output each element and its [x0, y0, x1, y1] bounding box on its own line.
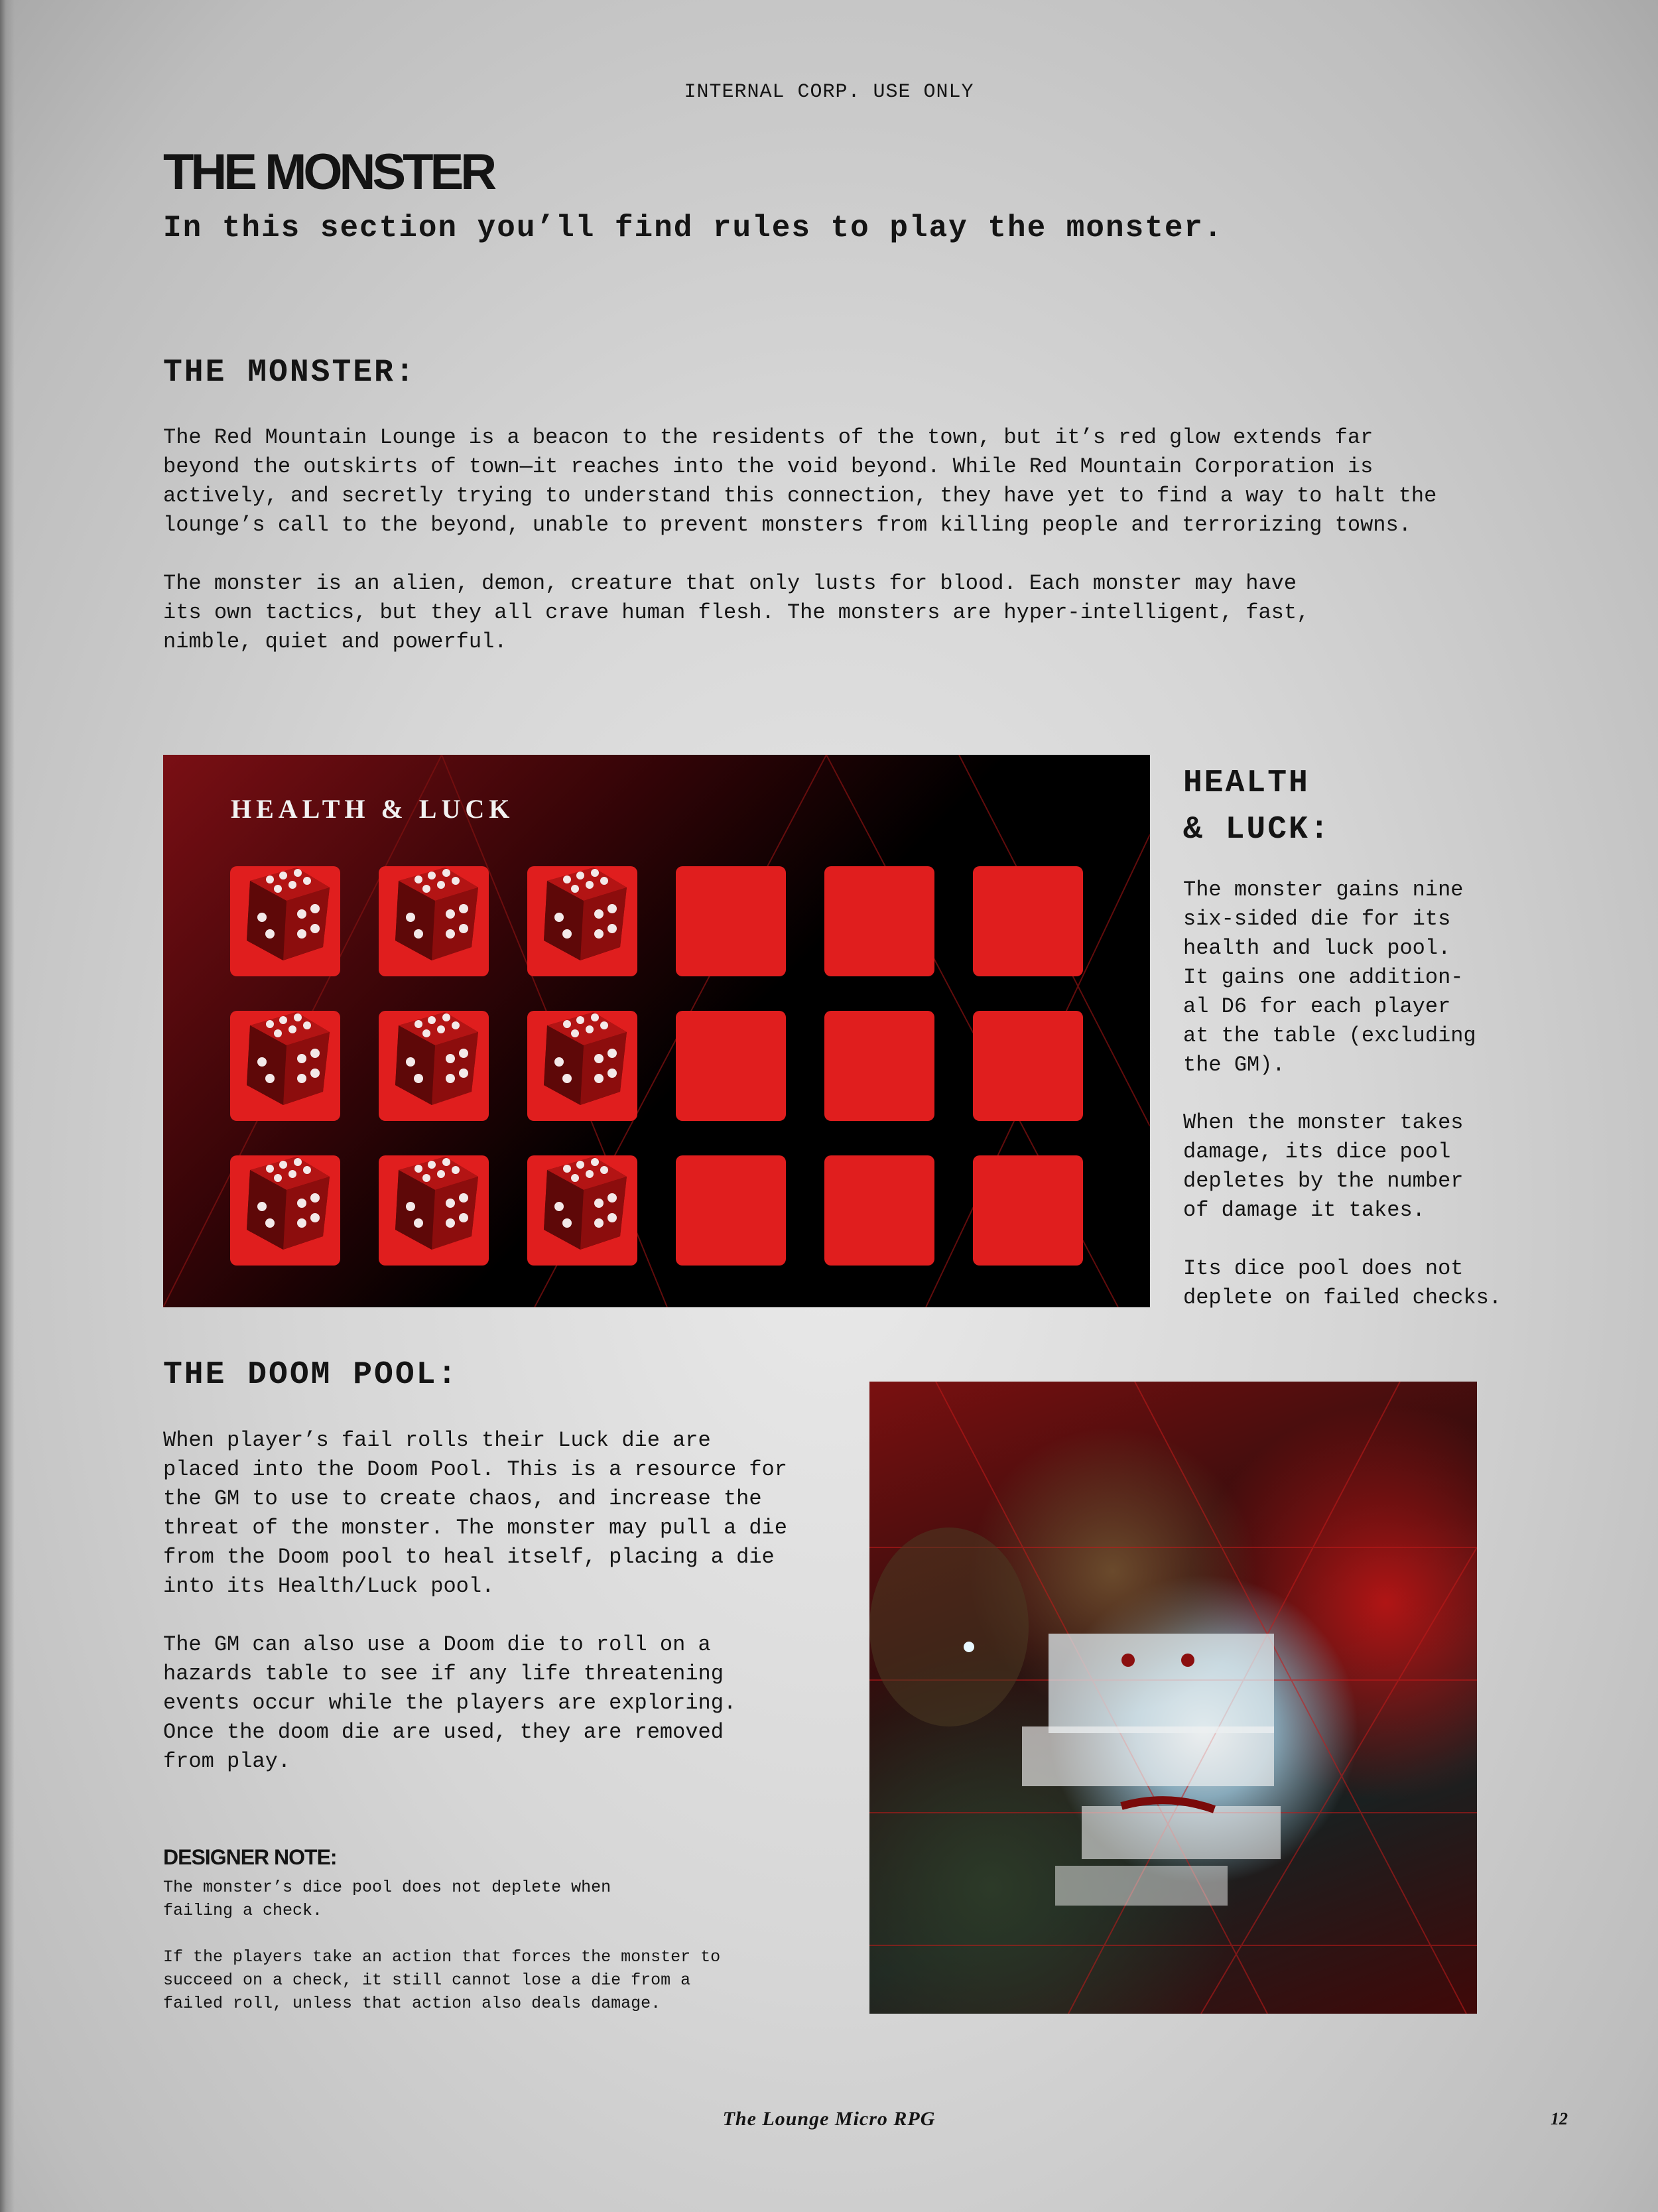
die-slot-filled: [527, 1155, 637, 1266]
monster-heading: THE MONSTER:: [163, 355, 416, 391]
monster-paragraph-1: The Red Mountain Lounge is a beacon to the residents of the town, but it’s red glow extends far beyond the outskirts of town—it reaches into the void beyond. While Red Mountain Corporation is actively, and secretly trying to understand this connection, they have yet to find a way to halt the lounge’s call to the beyond, unable to prevent monsters from killing people and terrorizing towns.: [163, 425, 1437, 537]
die-slot-filled: [230, 866, 340, 976]
monster-paragraph-2: The monster is an alien, demon, creature that only lusts for blood. Each monster may have its own tactics, but they all crave human flesh. The monsters are hyper-intelligent, fast, nimble, quiet and powerful.: [163, 571, 1310, 654]
doom-pool-heading: THE DOOM POOL:: [163, 1357, 459, 1393]
die-slot-empty: [973, 1155, 1083, 1266]
page-edge-shadow: [0, 0, 15, 2212]
red-die-icon: [385, 861, 485, 967]
health-luck-paragraph-2: When the monster takes damage, its dice pool depletes by the number of damage it takes.: [1183, 1110, 1464, 1222]
page-subtitle: In this section you’ll find rules to play the monster.: [163, 211, 1224, 245]
health-luck-heading: HEALTH & LUCK:: [1183, 765, 1331, 848]
designer-note-paragraph-2: If the players take an action that forces the monster to succeed on a check, it still cannot lose a die from a failed roll, unless that action also deals damage.: [163, 1947, 721, 2013]
die-slot-filled: [379, 1155, 489, 1266]
die-slot-empty: [676, 1011, 786, 1121]
die-slot-filled: [379, 866, 489, 976]
die-slot-empty: [676, 1155, 786, 1266]
die-slot-empty: [973, 1011, 1083, 1121]
red-die-icon: [385, 1150, 485, 1256]
health-luck-panel: [163, 755, 1150, 1307]
doom-pool-paragraph-2: The GM can also use a Doom die to roll on a hazards table to see if any life threatening events occur while the players are exploring. Once the doom die are used, they are removed from play.: [163, 1632, 737, 1774]
red-die-icon: [534, 1150, 633, 1256]
monster-artwork: [869, 1382, 1477, 2014]
die-slot-filled: [527, 866, 637, 976]
page-number: 12: [1551, 2109, 1568, 2128]
footer-book-title: The Lounge Micro RPG: [722, 2108, 936, 2130]
health-luck-paragraph-1: The monster gains nine six-sided die for its health and luck pool. It gains one addition- al D6 for each player at the table (excluding the GM).: [1183, 878, 1476, 1077]
doom-pool-paragraph-1: When player’s fail rolls their Luck die are placed into the Doom Pool. This is a resource for the GM to use to create chaos, and increase the threat of the monster. The monster may pull a die from the Doom pool to heal itself, placing a die into its Health/Luck pool.: [163, 1428, 787, 1598]
die-slot-filled: [230, 1011, 340, 1121]
red-die-icon: [534, 861, 633, 967]
health-luck-paragraph-3: Its dice pool does not deplete on failed checks.: [1183, 1256, 1502, 1310]
header-note: INTERNAL CORP. USE ONLY: [684, 81, 974, 103]
red-die-icon: [237, 1150, 336, 1256]
monster-artwork-overlay: [869, 1382, 1477, 2014]
die-slot-empty: [973, 866, 1083, 976]
red-die-icon: [385, 1006, 485, 1112]
die-slot-empty: [824, 1011, 934, 1121]
health-luck-panel-title: HEALTH & LUCK: [231, 794, 515, 824]
designer-note-paragraph-1: The monster’s dice pool does not deplete when failing a check.: [163, 1878, 611, 1920]
red-die-icon: [237, 1006, 336, 1112]
red-die-icon: [534, 1006, 633, 1112]
page-title: THE MONSTER: [163, 144, 494, 200]
designer-note-title: DESIGNER NOTE:: [163, 1845, 337, 1869]
die-slot-filled: [379, 1011, 489, 1121]
die-slot-empty: [824, 866, 934, 976]
die-slot-empty: [676, 866, 786, 976]
die-slot-filled: [527, 1011, 637, 1121]
red-die-icon: [237, 861, 336, 967]
die-slot-empty: [824, 1155, 934, 1266]
dice-grid: [230, 866, 1083, 1266]
die-slot-filled: [230, 1155, 340, 1266]
